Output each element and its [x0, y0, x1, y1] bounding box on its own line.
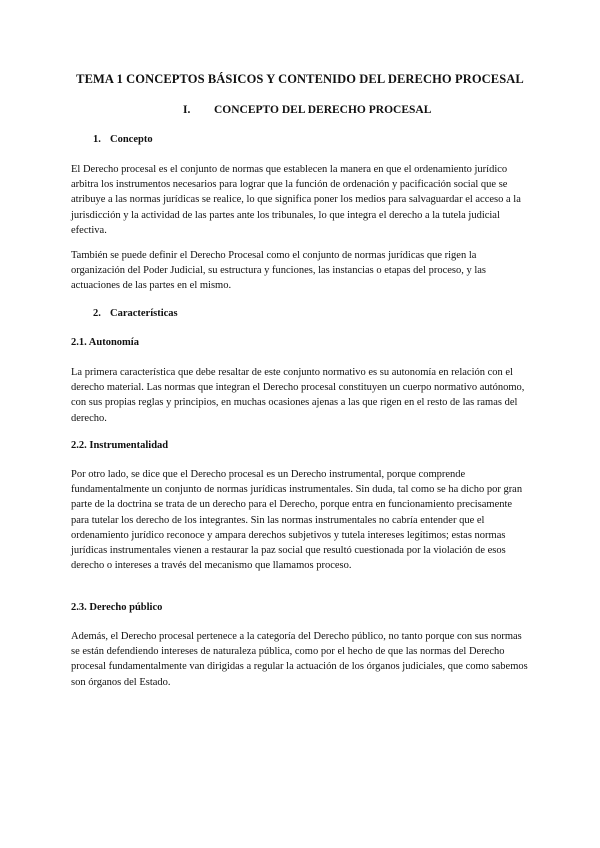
instrumentalidad-paragraph: Por otro lado, se dice que el Derecho procesal es un Derecho instrumental, porque comprende fundamentalmente un conjunto de normas jurídicas instrumentales. Sin duda, tal como se ha dicho por gran parte de la doctrina se trata de un derecho para el Derecho, porque entra en funcionamiento precisamente para tutelar los derecho de los integrantes. Sin las normas instrumentales no cabría entender que el ordenamiento jurídico reconoce y ampara derechos subjetivos y tutela intereses legítimos; estas normas jurídicas instrumentales vienen a restaurar la paz social que resultó cuestionada por la violación de esos derecho o intereses a través del mecanismo que llamamos proceso. [71, 469, 523, 572]
document-title: TEMA 1 CONCEPTOS BÁSICOS Y CONTENIDO DEL DERECHO PROCESAL [76, 72, 524, 86]
caracteristicas-number: 2. [93, 308, 101, 319]
autonomia-paragraph: La primera característica que debe resaltar de este conjunto normativo es su autonomía en relación con el derecho material. Las normas que integran el Derecho procesal constituyen un cuerpo normativo autónomo, con sus propias reglas y principios, en muchas ocasiones ajenas a las que rigen en el resto de las ramas del derecho. [71, 367, 525, 424]
concepto-paragraph-2: También se puede definir el Derecho Procesal como el conjunto de normas jurídicas que rigen la organización del Poder Judicial, su estructura y funciones, las instancias o etapas del proceso, y las actuaciones de las partes en el mismo. [71, 250, 487, 292]
section-title: CONCEPTO DEL DERECHO PROCESAL [214, 104, 432, 116]
autonomia-heading: 2.1. Autonomía [71, 337, 139, 348]
derecho-publico-paragraph: Además, el Derecho procesal pertenece a la categoría del Derecho público, no tanto porque con sus normas se están defendiendo intereses de naturaleza pública, como por el hecho de que las normas del Derecho procesal fundamentalmente van dirigidas a regular la actuación de los órganos judiciales, que como sabemos son órganos del Estado. [71, 631, 528, 688]
concepto-heading-text: Concepto [110, 134, 153, 145]
caracteristicas-heading-text: Características [110, 308, 178, 319]
section-number: I. [183, 104, 191, 116]
derecho-publico-heading: 2.3. Derecho público [71, 602, 163, 613]
instrumentalidad-heading: 2.2. Instrumentalidad [71, 440, 169, 451]
caracteristicas-heading [93, 308, 178, 319]
concepto-number: 1. [93, 134, 101, 145]
concepto-heading [93, 134, 153, 145]
concepto-paragraph-1: El Derecho procesal es el conjunto de normas que establecen la manera en que el ordenamiento jurídico arbitra los instrumentos necesarios para lograr que la función de ordenación y pacificación social que se atribuye a las normas jurídicas se realice, lo que significa poner los medios para salvaguardar el acceso a la jurisdicción y la actividad de las partes ante los tribunales, lo que integra el derecho a la tutela judicial efectiva. [71, 164, 521, 236]
